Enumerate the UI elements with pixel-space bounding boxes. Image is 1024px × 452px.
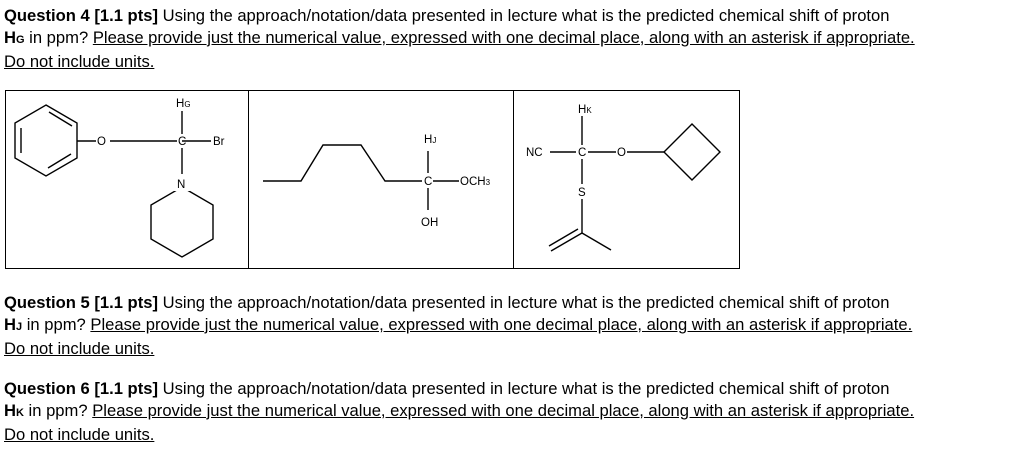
structure-panel-g bbox=[5, 90, 249, 269]
question-4 bbox=[4, 5, 1020, 73]
molecule-g-drawing bbox=[6, 91, 250, 270]
question-5-line-2: HJ in ppm? Please provide just the numerical value, expressed with one decimal place, along with an asterisk if appropriate. bbox=[4, 314, 913, 334]
carbon-k-label: C bbox=[578, 147, 587, 159]
proton-g-label: HG bbox=[176, 98, 191, 110]
question-6-proton: HK bbox=[4, 400, 24, 420]
question-6-instruction: Please provide just the numerical value, expressed with one decimal place, along with an asterisk if appropriate. bbox=[92, 400, 915, 420]
oxygen-label: O bbox=[97, 136, 106, 148]
question-6-text: Using the approach/notation/data presented in lecture what is the predicted chemical shift of proton bbox=[162, 379, 890, 398]
question-5-text: Using the approach/notation/data presented in lecture what is the predicted chemical shift of proton bbox=[162, 293, 890, 312]
question-4-heading: Question 4 [1.1 pts] bbox=[4, 6, 158, 25]
question-5-note: Do not include units. bbox=[4, 339, 155, 358]
question-6-heading: Question 6 [1.1 pts] bbox=[4, 379, 158, 398]
question-5-line-1 bbox=[4, 292, 1020, 314]
question-4-text: Using the approach/notation/data presented in lecture what is the predicted chemical shift of proton bbox=[162, 6, 890, 25]
question-5 bbox=[4, 292, 1020, 360]
molecule-k-drawing bbox=[514, 91, 741, 270]
question-4-line-2: HG in ppm? Please provide just the numerical value, expressed with one decimal place, along with an asterisk if appropriate. bbox=[4, 27, 915, 47]
structure-panel-j bbox=[248, 90, 514, 269]
question-5-heading: Question 5 [1.1 pts] bbox=[4, 293, 158, 312]
nitrile-label: NC bbox=[526, 147, 543, 159]
question-6 bbox=[4, 378, 1020, 446]
oxygen-k-label: O bbox=[617, 147, 626, 159]
structure-panel-k bbox=[513, 90, 740, 269]
question-4-instruction: Please provide just the numerical value, expressed with one decimal place, along with an asterisk if appropriate. bbox=[92, 27, 915, 47]
question-4-proton: HG bbox=[4, 27, 25, 47]
question-4-line-1 bbox=[4, 5, 1020, 27]
question-4-note: Do not include units. bbox=[4, 52, 155, 71]
hydroxyl-label: OH bbox=[421, 217, 439, 229]
proton-k-label: HK bbox=[578, 104, 592, 116]
question-6-line-2: HK in ppm? Please provide just the numerical value, expressed with one decimal place, along with an asterisk if appropriate. bbox=[4, 400, 915, 420]
bromine-label: Br bbox=[213, 136, 225, 148]
question-5-instruction: Please provide just the numerical value, expressed with one decimal place, along with an asterisk if appropriate. bbox=[90, 314, 913, 334]
question-6-note: Do not include units. bbox=[4, 425, 155, 444]
question-6-line-1 bbox=[4, 378, 1020, 400]
question-5-proton: HJ bbox=[4, 314, 23, 334]
carbon-j-label: C bbox=[424, 176, 433, 188]
methoxy-label: OCH3 bbox=[460, 176, 491, 188]
molecule-j-drawing bbox=[249, 91, 515, 270]
carbon-label: C bbox=[178, 136, 187, 148]
sulfur-label: S bbox=[578, 187, 586, 199]
proton-j-label: HJ bbox=[424, 134, 437, 146]
nitrogen-label: N bbox=[177, 179, 186, 191]
